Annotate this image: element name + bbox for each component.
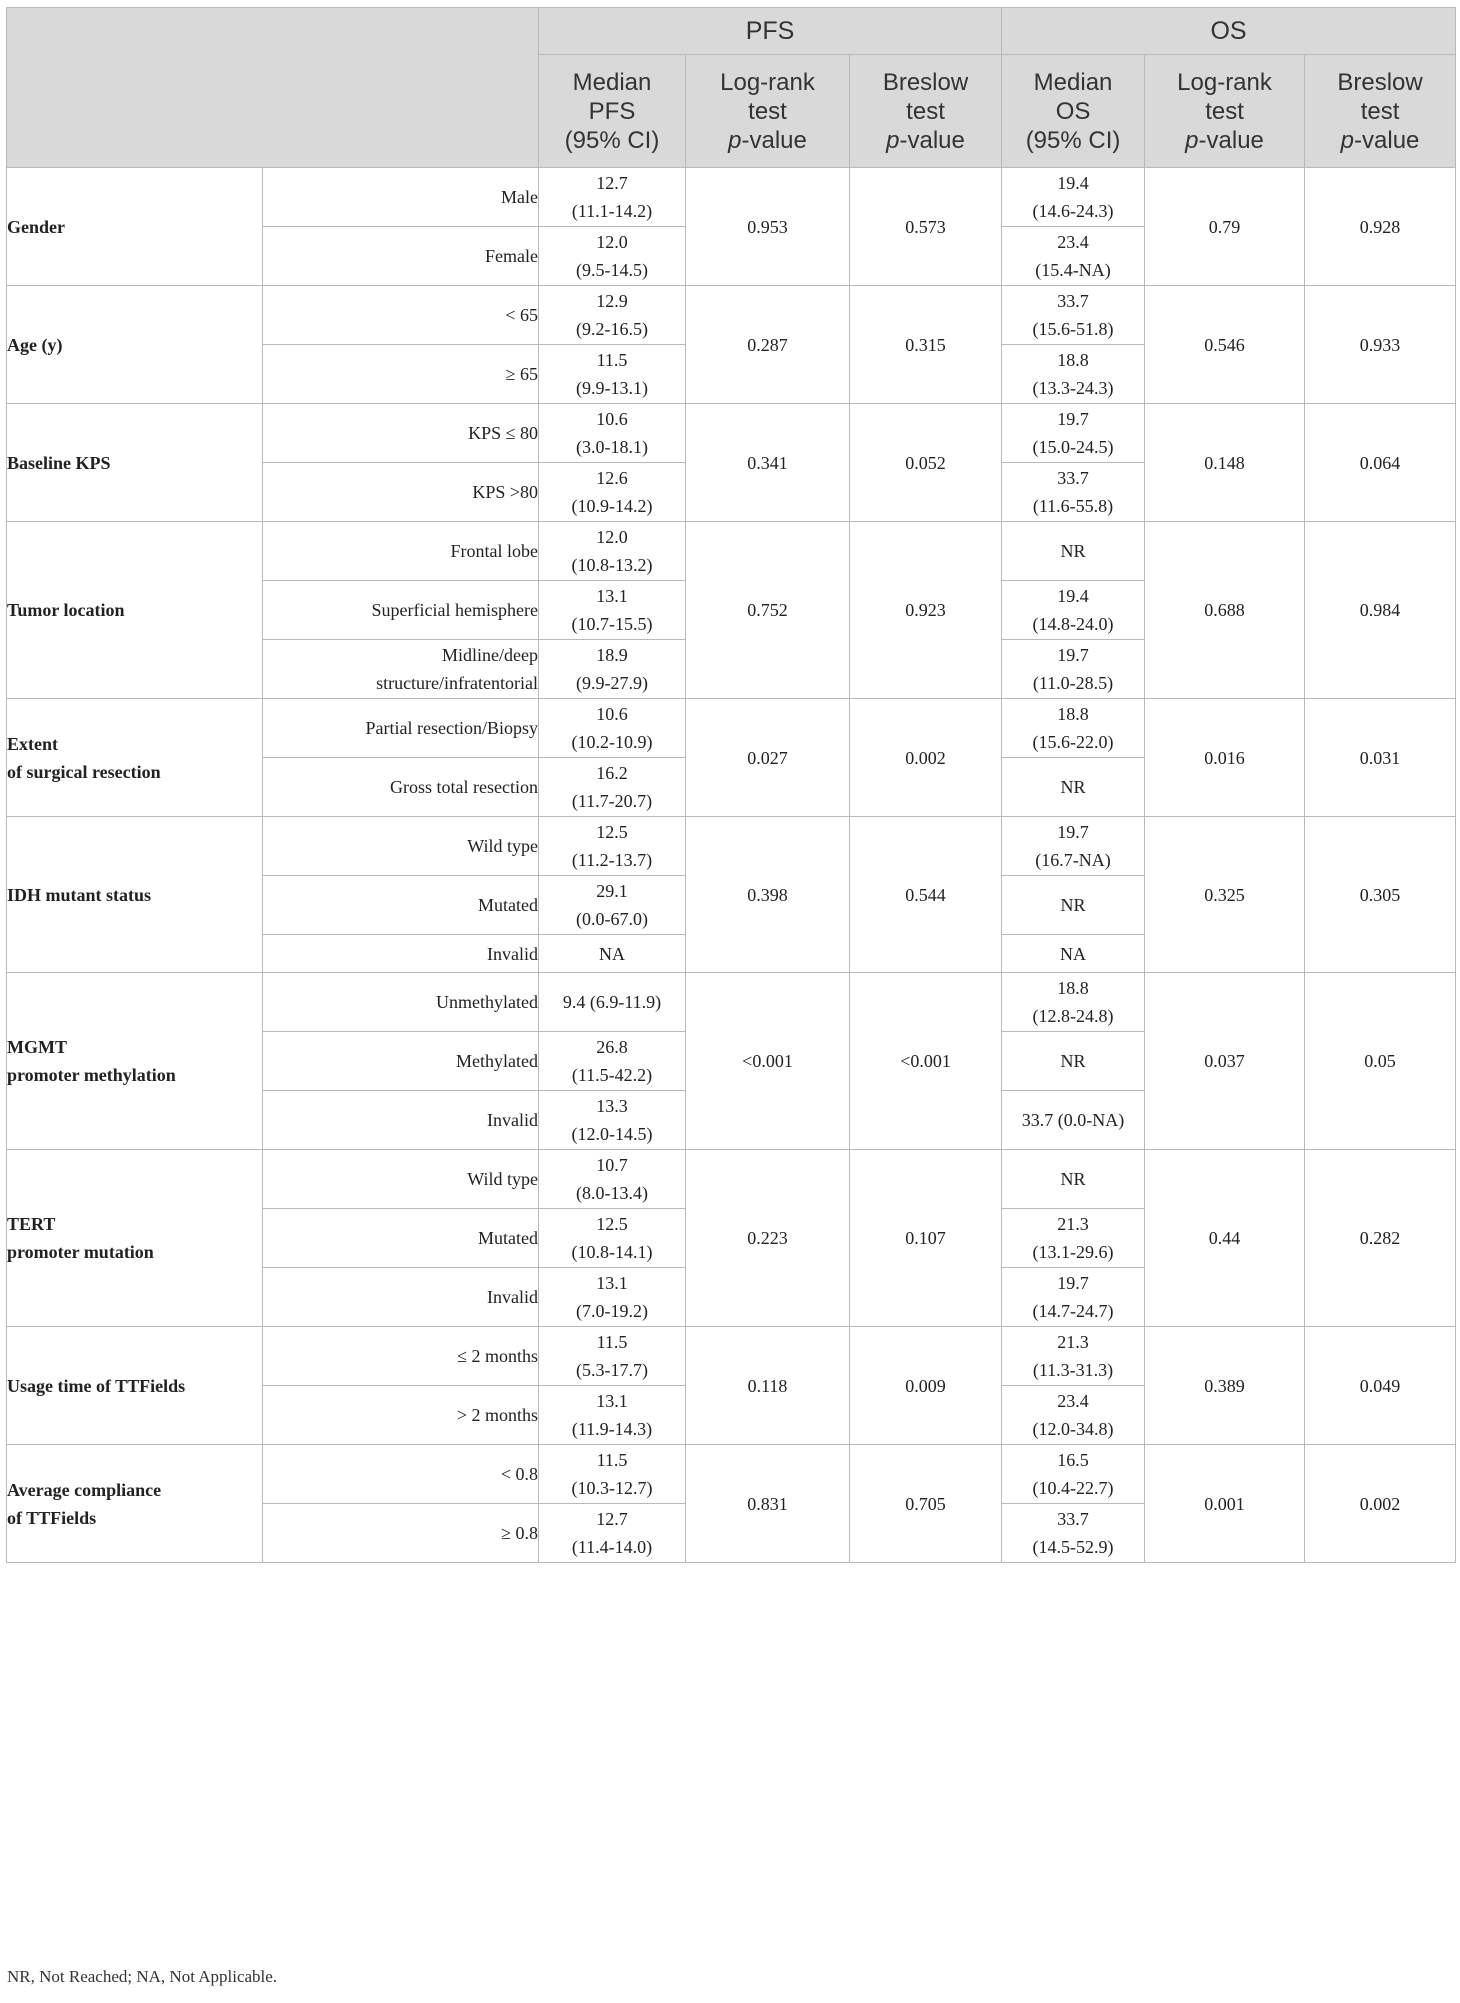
category-cell [7, 168, 263, 286]
subgroup-cell [263, 640, 539, 699]
os-breslow-pvalue: 0.305 [1305, 817, 1456, 973]
pfs-logrank-pvalue: 0.341 [686, 404, 850, 522]
pfs-logrank-pvalue: 0.953 [686, 168, 850, 286]
median-os-value: NR [1060, 895, 1086, 915]
os-breslow-pvalue: 0.049 [1305, 1327, 1456, 1445]
subgroup-label: Midline/deep [442, 645, 538, 665]
median-pfs-cell [539, 1150, 686, 1209]
median-os-value: (15.6-51.8) [1032, 319, 1114, 339]
pfs-breslow-pvalue: <0.001 [850, 973, 1002, 1150]
header-p-suffix: -value [741, 126, 807, 154]
category-label: MGMT [7, 1037, 67, 1057]
median-os-value: 16.5 [1057, 1450, 1089, 1470]
median-pfs-value: (10.3-12.7) [571, 1478, 653, 1498]
median-pfs-value: (11.7-20.7) [571, 791, 653, 811]
table-row [7, 973, 1456, 1032]
category-cell [7, 1150, 263, 1327]
median-pfs-value: 11.5 [596, 350, 628, 370]
median-pfs-cell [539, 699, 686, 758]
category-label: IDH mutant status [7, 884, 152, 905]
subgroup-label: Methylated [456, 1051, 538, 1071]
pfs-breslow-pvalue: 0.705 [850, 1445, 1002, 1563]
pfs-logrank-pvalue: <0.001 [686, 973, 850, 1150]
subgroup-cell [263, 1445, 539, 1504]
table-row [7, 286, 1456, 345]
subgroup-cell [263, 345, 539, 404]
subgroup-label: < 65 [505, 305, 538, 325]
pfs-logrank-pvalue: 0.752 [686, 522, 850, 699]
pfs-logrank-pvalue: 0.027 [686, 699, 850, 817]
median-pfs-cell [539, 1386, 686, 1445]
header-text-line: test [906, 97, 945, 125]
median-os-cell [1002, 522, 1145, 581]
os-breslow-pvalue: 0.05 [1305, 973, 1456, 1150]
median-pfs-value: 26.8 [596, 1037, 628, 1057]
header-text-line: PFS [588, 97, 636, 125]
subgroup-label: Female [485, 246, 538, 266]
header-col-os-breslow [1305, 55, 1456, 168]
subgroup-label: Wild type [467, 1169, 538, 1189]
category-cell [7, 817, 263, 973]
subgroup-cell [263, 1032, 539, 1091]
header-col-median-pfs [539, 55, 686, 168]
subgroup-cell [263, 404, 539, 463]
os-logrank-pvalue: 0.001 [1145, 1445, 1305, 1563]
header-pvalue-line [1305, 126, 1455, 155]
median-pfs-cell [539, 1504, 686, 1563]
median-os-value: (14.8-24.0) [1032, 614, 1114, 634]
survival-analysis-table [6, 7, 1456, 1563]
subgroup-cell [263, 1327, 539, 1386]
median-os-value: (13.3-24.3) [1032, 378, 1114, 398]
header-p-symbol: p [728, 126, 742, 154]
pfs-breslow-pvalue: 0.573 [850, 168, 1002, 286]
median-os-value: 33.7 [1057, 468, 1089, 488]
median-pfs-cell [539, 227, 686, 286]
median-pfs-value: (5.3-17.7) [576, 1360, 648, 1380]
os-logrank-pvalue: 0.325 [1145, 817, 1305, 973]
os-logrank-pvalue: 0.44 [1145, 1150, 1305, 1327]
pfs-breslow-pvalue: 0.052 [850, 404, 1002, 522]
median-os-cell [1002, 404, 1145, 463]
median-os-cell [1002, 345, 1145, 404]
table-row [7, 168, 1456, 227]
median-os-value: 19.7 [1057, 409, 1089, 429]
subgroup-label: > 2 months [456, 1405, 538, 1425]
median-pfs-value: NA [599, 943, 625, 964]
median-pfs-cell [539, 286, 686, 345]
median-os-value: NR [1060, 777, 1086, 797]
pfs-logrank-pvalue: 0.287 [686, 286, 850, 404]
median-os-cell [1002, 463, 1145, 522]
median-pfs-value: 16.2 [596, 763, 628, 783]
category-label: promoter mutation [7, 1242, 154, 1262]
median-pfs-value: (11.4-14.0) [571, 1537, 653, 1557]
header-text-line: (95% CI) [1025, 126, 1121, 154]
median-os-cell [1002, 1386, 1145, 1445]
median-pfs-cell [539, 463, 686, 522]
header-p-symbol: p [1340, 126, 1355, 154]
median-os-value: 19.4 [1057, 586, 1089, 606]
category-label: Usage time of TTFields [7, 1375, 186, 1396]
header-p-suffix: -value [899, 126, 965, 154]
header-text-line: Breslow [1337, 68, 1423, 96]
median-os-value: (10.4-22.7) [1032, 1478, 1114, 1498]
pfs-breslow-pvalue: 0.002 [850, 699, 1002, 817]
header-pvalue-line [850, 126, 1001, 155]
median-os-value: (13.1-29.6) [1032, 1242, 1114, 1262]
median-os-cell [1002, 876, 1145, 935]
category-label: Age (y) [7, 334, 63, 355]
subgroup-label: Superficial hemisphere [371, 600, 538, 620]
subgroup-label: ≥ 0.8 [501, 1523, 538, 1543]
os-breslow-pvalue: 0.002 [1305, 1445, 1456, 1563]
header-group-os: OS [1002, 8, 1456, 55]
median-os-value: (11.3-31.3) [1032, 1360, 1114, 1380]
category-label: Gender [7, 216, 65, 237]
median-pfs-cell [539, 876, 686, 935]
median-pfs-cell [539, 1445, 686, 1504]
os-logrank-pvalue: 0.148 [1145, 404, 1305, 522]
median-pfs-cell [539, 581, 686, 640]
median-os-cell [1002, 1268, 1145, 1327]
median-pfs-cell [539, 640, 686, 699]
os-breslow-pvalue: 0.282 [1305, 1150, 1456, 1327]
median-pfs-cell [539, 973, 686, 1032]
median-os-value: 18.8 [1057, 704, 1089, 724]
median-os-value: (12.8-24.8) [1032, 1006, 1114, 1026]
category-label: of TTFields [7, 1507, 97, 1528]
median-os-value: 19.4 [1057, 173, 1089, 193]
median-pfs-value: (11.9-14.3) [571, 1419, 653, 1439]
median-os-cell [1002, 1150, 1145, 1209]
subgroup-label: Mutated [478, 1228, 538, 1248]
os-breslow-pvalue: 0.928 [1305, 168, 1456, 286]
median-pfs-cell [539, 1032, 686, 1091]
median-os-cell [1002, 1327, 1145, 1386]
os-logrank-pvalue: 0.546 [1145, 286, 1305, 404]
median-pfs-value: 13.1 [596, 1391, 628, 1411]
pfs-breslow-pvalue: 0.923 [850, 522, 1002, 699]
median-os-cell [1002, 227, 1145, 286]
subgroup-cell [263, 699, 539, 758]
results-table-container [6, 7, 1455, 1563]
median-os-value: 23.4 [1057, 1391, 1089, 1411]
median-pfs-value: 12.7 [596, 1509, 628, 1529]
median-os-value: 33.7 (0.0-NA) [1021, 1110, 1125, 1130]
os-breslow-pvalue: 0.064 [1305, 404, 1456, 522]
subgroup-cell [263, 1504, 539, 1563]
subgroup-label: structure/infratentorial [376, 673, 538, 693]
median-pfs-value: 10.6 [596, 409, 628, 429]
median-pfs-value: 18.9 [596, 645, 628, 665]
category-cell [7, 699, 263, 817]
median-pfs-value: 13.1 [596, 1273, 628, 1293]
subgroup-cell [263, 1091, 539, 1150]
median-os-value: 23.4 [1057, 232, 1089, 252]
os-logrank-pvalue: 0.037 [1145, 973, 1305, 1150]
header-group-pfs: PFS [539, 8, 1002, 55]
pfs-logrank-pvalue: 0.118 [686, 1327, 850, 1445]
subgroup-cell [263, 286, 539, 345]
median-pfs-value: (8.0-13.4) [576, 1183, 648, 1203]
header-text-line: Breslow [882, 68, 969, 96]
median-os-cell [1002, 817, 1145, 876]
category-cell [7, 522, 263, 699]
median-pfs-cell [539, 522, 686, 581]
subgroup-cell [263, 1150, 539, 1209]
median-os-value: (15.0-24.5) [1032, 437, 1114, 457]
median-os-cell [1002, 1504, 1145, 1563]
median-pfs-value: 10.6 [596, 704, 628, 724]
median-pfs-value: (9.9-13.1) [576, 378, 648, 398]
median-pfs-cell [539, 817, 686, 876]
os-logrank-pvalue: 0.688 [1145, 522, 1305, 699]
median-os-value: NR [1060, 541, 1086, 561]
subgroup-cell [263, 227, 539, 286]
median-pfs-value: (11.5-42.2) [571, 1065, 653, 1085]
median-os-cell [1002, 699, 1145, 758]
table-row [7, 1445, 1456, 1504]
median-os-value: (11.6-55.8) [1032, 496, 1114, 516]
median-pfs-cell [539, 935, 686, 973]
median-os-value: 18.8 [1057, 978, 1089, 998]
header-blank-cell [7, 8, 539, 168]
median-os-cell [1002, 640, 1145, 699]
median-os-value: NR [1060, 1051, 1086, 1071]
os-logrank-pvalue: 0.016 [1145, 699, 1305, 817]
header-col-median-os [1002, 55, 1145, 168]
median-os-cell [1002, 1032, 1145, 1091]
subgroup-cell [263, 973, 539, 1032]
median-pfs-value: 12.6 [596, 468, 628, 488]
median-pfs-value: (10.2-10.9) [571, 732, 653, 752]
header-p-suffix: -value [1198, 126, 1264, 154]
table-row [7, 1327, 1456, 1386]
header-text-line: test [1360, 97, 1400, 125]
category-label: of surgical resection [7, 761, 161, 782]
header-text-line: (95% CI) [564, 126, 660, 154]
header-pvalue-line [686, 126, 849, 155]
os-breslow-pvalue: 0.984 [1305, 522, 1456, 699]
median-os-value: 21.3 [1057, 1214, 1089, 1234]
median-os-cell [1002, 1209, 1145, 1268]
median-pfs-value: 12.9 [596, 291, 628, 311]
median-pfs-value: (10.8-14.1) [571, 1242, 653, 1262]
category-label: Average compliance [7, 1479, 162, 1500]
median-os-value: (11.0-28.5) [1032, 673, 1114, 693]
median-pfs-value: (10.7-15.5) [571, 614, 653, 634]
category-cell [7, 1445, 263, 1563]
median-pfs-value: (7.0-19.2) [576, 1301, 648, 1321]
median-pfs-cell [539, 1209, 686, 1268]
pfs-breslow-pvalue: 0.107 [850, 1150, 1002, 1327]
header-p-symbol: p [1185, 126, 1199, 154]
header-p-suffix: -value [1354, 126, 1420, 154]
median-pfs-value: 11.5 [596, 1332, 628, 1352]
median-os-cell [1002, 286, 1145, 345]
header-text-line: Median [1033, 68, 1113, 96]
median-os-value: (15.6-22.0) [1032, 732, 1114, 752]
median-pfs-value: 29.1 [596, 881, 628, 901]
median-os-cell [1002, 1445, 1145, 1504]
median-os-value: 33.7 [1057, 291, 1089, 311]
subgroup-cell [263, 522, 539, 581]
category-label: TERT [7, 1214, 56, 1234]
median-os-value: 19.7 [1057, 822, 1089, 842]
header-text-line: Log-rank [1177, 68, 1272, 96]
subgroup-cell [263, 1268, 539, 1327]
os-logrank-pvalue: 0.79 [1145, 168, 1305, 286]
subgroup-label: KPS ≤ 80 [468, 423, 538, 443]
os-breslow-pvalue: 0.031 [1305, 699, 1456, 817]
median-pfs-value: (9.5-14.5) [576, 260, 648, 280]
median-pfs-cell [539, 168, 686, 227]
median-pfs-cell [539, 758, 686, 817]
category-label: promoter methylation [7, 1065, 176, 1085]
median-os-value: (16.7-NA) [1035, 850, 1111, 870]
category-label: Tumor location [7, 600, 125, 620]
median-pfs-value: (12.0-14.5) [571, 1124, 653, 1144]
median-os-value: (15.4-NA) [1035, 260, 1111, 280]
pfs-logrank-pvalue: 0.831 [686, 1445, 850, 1563]
subgroup-cell [263, 463, 539, 522]
subgroup-label: KPS >80 [472, 482, 538, 502]
subgroup-label: Gross total resection [390, 777, 538, 797]
median-pfs-value: (0.0-67.0) [576, 909, 648, 929]
header-col-os-logrank [1145, 55, 1305, 168]
header-text-line: Median [572, 68, 652, 96]
os-breslow-pvalue: 0.933 [1305, 286, 1456, 404]
median-pfs-cell [539, 404, 686, 463]
subgroup-cell [263, 1386, 539, 1445]
header-text-line: Log-rank [720, 68, 815, 96]
subgroup-label: Male [501, 187, 538, 207]
median-os-value: (14.5-52.9) [1032, 1537, 1114, 1557]
median-os-value: 33.7 [1057, 1509, 1089, 1529]
subgroup-cell [263, 758, 539, 817]
pfs-breslow-pvalue: 0.315 [850, 286, 1002, 404]
median-pfs-value: (9.9-27.9) [576, 673, 648, 693]
table-footnote: NR, Not Reached; NA, Not Applicable. [7, 1967, 278, 1986]
category-cell [7, 404, 263, 522]
pfs-breslow-pvalue: 0.009 [850, 1327, 1002, 1445]
subgroup-label: Frontal lobe [450, 541, 538, 561]
median-os-value: (14.7-24.7) [1032, 1301, 1114, 1321]
median-pfs-value: (11.1-14.2) [571, 201, 653, 221]
median-os-cell [1002, 973, 1145, 1032]
table-row [7, 1150, 1456, 1209]
subgroup-cell [263, 581, 539, 640]
median-pfs-value: 12.5 [596, 1214, 628, 1234]
median-pfs-value: (11.2-13.7) [571, 850, 653, 870]
median-os-cell [1002, 1091, 1145, 1150]
median-pfs-value: (9.2-16.5) [576, 319, 648, 339]
median-pfs-value: 10.7 [596, 1155, 628, 1175]
pfs-logrank-pvalue: 0.223 [686, 1150, 850, 1327]
subgroup-label: Wild type [467, 836, 538, 856]
category-cell [7, 286, 263, 404]
category-label: Extent [7, 733, 58, 754]
header-text-line: test [748, 97, 787, 125]
median-pfs-value: 12.5 [596, 822, 628, 842]
median-os-cell [1002, 168, 1145, 227]
subgroup-cell [263, 935, 539, 973]
subgroup-label: Invalid [487, 943, 538, 964]
table-body [7, 168, 1456, 1563]
subgroup-label: Invalid [487, 1110, 538, 1130]
median-os-value: 18.8 [1057, 350, 1089, 370]
median-pfs-cell [539, 1268, 686, 1327]
subgroup-cell [263, 1209, 539, 1268]
median-pfs-value: 12.0 [596, 232, 628, 252]
median-pfs-cell [539, 1091, 686, 1150]
subgroup-cell [263, 876, 539, 935]
median-os-value: 19.7 [1057, 645, 1089, 665]
category-label: Baseline KPS [7, 452, 111, 473]
header-col-pfs-breslow [850, 55, 1002, 168]
pfs-breslow-pvalue: 0.544 [850, 817, 1002, 973]
category-cell [7, 973, 263, 1150]
median-pfs-value: 12.0 [596, 527, 628, 547]
subgroup-label: Partial resection/Biopsy [365, 718, 538, 738]
median-pfs-cell [539, 1327, 686, 1386]
table-row [7, 404, 1456, 463]
subgroup-label: Invalid [487, 1287, 538, 1307]
median-os-cell [1002, 758, 1145, 817]
median-os-value: NR [1060, 1169, 1086, 1189]
median-pfs-value: (10.9-14.2) [571, 496, 653, 516]
median-pfs-value: (3.0-18.1) [576, 437, 648, 457]
median-pfs-value: 11.5 [596, 1450, 628, 1470]
header-text-line: test [1205, 97, 1244, 125]
median-os-value: NA [1060, 943, 1087, 964]
median-pfs-value: 9.4 (6.9-11.9) [562, 992, 662, 1012]
header-p-symbol: p [886, 126, 900, 154]
subgroup-label: Mutated [478, 895, 538, 915]
table-row [7, 817, 1456, 876]
subgroup-label: Unmethylated [436, 992, 538, 1012]
median-os-value: 19.7 [1057, 1273, 1089, 1293]
subgroup-cell [263, 817, 539, 876]
median-os-cell [1002, 581, 1145, 640]
header-col-pfs-logrank [686, 55, 850, 168]
pfs-logrank-pvalue: 0.398 [686, 817, 850, 973]
table-row [7, 522, 1456, 581]
median-os-value: 21.3 [1057, 1332, 1089, 1352]
header-text-line: OS [1055, 97, 1091, 125]
category-cell [7, 1327, 263, 1445]
median-os-value: (12.0-34.8) [1032, 1419, 1114, 1439]
subgroup-label: ≤ 2 months [457, 1346, 538, 1366]
table-row [7, 699, 1456, 758]
median-pfs-value: (10.8-13.2) [571, 555, 653, 575]
median-pfs-value: 12.7 [596, 173, 628, 193]
os-logrank-pvalue: 0.389 [1145, 1327, 1305, 1445]
median-pfs-value: 13.1 [596, 586, 628, 606]
subgroup-label: < 0.8 [500, 1464, 538, 1484]
median-os-value: (14.6-24.3) [1032, 201, 1114, 221]
subgroup-label: ≥ 65 [505, 364, 538, 384]
median-os-cell [1002, 935, 1145, 973]
subgroup-cell [263, 168, 539, 227]
median-pfs-value: 13.3 [596, 1096, 628, 1116]
median-pfs-cell [539, 345, 686, 404]
table-header [7, 8, 1456, 168]
header-pvalue-line [1145, 126, 1304, 155]
